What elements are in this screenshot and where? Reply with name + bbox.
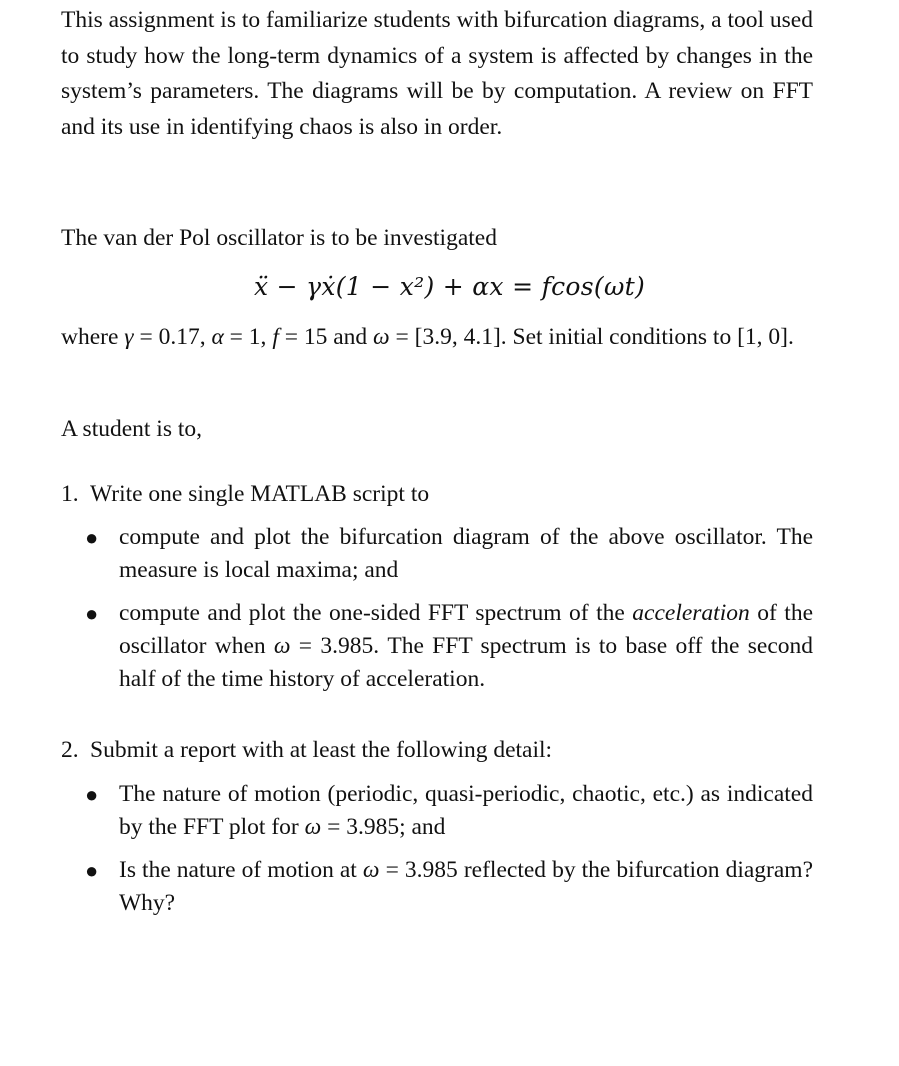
f-value: = 15 and bbox=[284, 324, 368, 350]
bullet-icon: ● bbox=[85, 601, 99, 626]
bullet-text-post: = 3.985. The FFT spectrum is to base off the second half of the time history of acceleration. bbox=[119, 633, 813, 692]
bullet-text bbox=[119, 597, 813, 696]
alpha-value: = 1, bbox=[229, 324, 267, 350]
omega-symbol: ω bbox=[373, 324, 390, 350]
gamma-value: = 0.17, bbox=[139, 324, 206, 350]
task-2-bullet-1 bbox=[85, 778, 813, 844]
oscillator-intro: The van der Pol oscillator is to be investigated bbox=[61, 225, 497, 251]
task-2-heading bbox=[61, 734, 552, 767]
bullet-text-mid: of the oscillator when bbox=[119, 600, 813, 659]
gamma-symbol: γ bbox=[124, 324, 134, 350]
f-symbol: f bbox=[272, 324, 279, 350]
task-2-number: 2. bbox=[61, 737, 79, 763]
bullet-text-post: = 3.985; and bbox=[327, 814, 446, 840]
omega-symbol: ω bbox=[304, 814, 322, 840]
intro-paragraph: This assignment is to familiarize students with bifurcation diagrams, a tool used to study how the long-term dynamics of a system is affected by changes in the system’s parameters. The diagrams will be by computation. A review on FFT and its use in identifying chaos is also in order. bbox=[61, 7, 813, 140]
bullet-icon: ● bbox=[85, 782, 99, 807]
bullet-text-post: = 3.985 reflected by the bifurcation diagram? Why? bbox=[119, 857, 814, 916]
bullet-text bbox=[119, 854, 813, 920]
bullet-text: compute and plot the bifurcation diagram of the above oscillator. The measure is local maxima; and bbox=[119, 524, 813, 583]
bullet-text-pre: The nature of motion (periodic, quasi-periodic, chaotic, etc.) as indicated by the FFT plot for bbox=[119, 781, 813, 840]
task-1-number: 1. bbox=[61, 481, 79, 507]
task-1-bullet-1 bbox=[85, 521, 813, 587]
bullet-icon: ● bbox=[85, 525, 99, 550]
alpha-symbol: α bbox=[211, 324, 224, 350]
acceleration-emphasis: acceleration bbox=[632, 600, 750, 626]
bullet-text-pre: compute and plot the one-sided FFT spectrum of the bbox=[119, 600, 625, 626]
bullet-text bbox=[119, 778, 813, 844]
parameters-paragraph bbox=[61, 322, 813, 353]
bullet-icon: ● bbox=[85, 858, 99, 883]
task-2-title: Submit a report with at least the following detail: bbox=[90, 737, 553, 763]
task-1-bullet-2 bbox=[85, 597, 813, 696]
van-der-pol-equation: ẍ − γẋ(1 − x²) + αx = fcos(ωt) bbox=[253, 272, 646, 301]
omega-symbol: ω bbox=[273, 633, 291, 659]
bullet-text-pre: Is the nature of motion at bbox=[119, 857, 357, 883]
task-1-title: Write one single MATLAB script to bbox=[90, 481, 430, 507]
omega-symbol: ω bbox=[362, 857, 380, 883]
student-intro: A student is to, bbox=[61, 416, 203, 442]
where-word: where bbox=[61, 324, 119, 350]
task-1-heading bbox=[61, 478, 429, 511]
task-2-bullet-2 bbox=[85, 854, 813, 920]
omega-value: = [3.9, 4.1]. Set initial conditions to [1, 0]. bbox=[395, 324, 794, 350]
